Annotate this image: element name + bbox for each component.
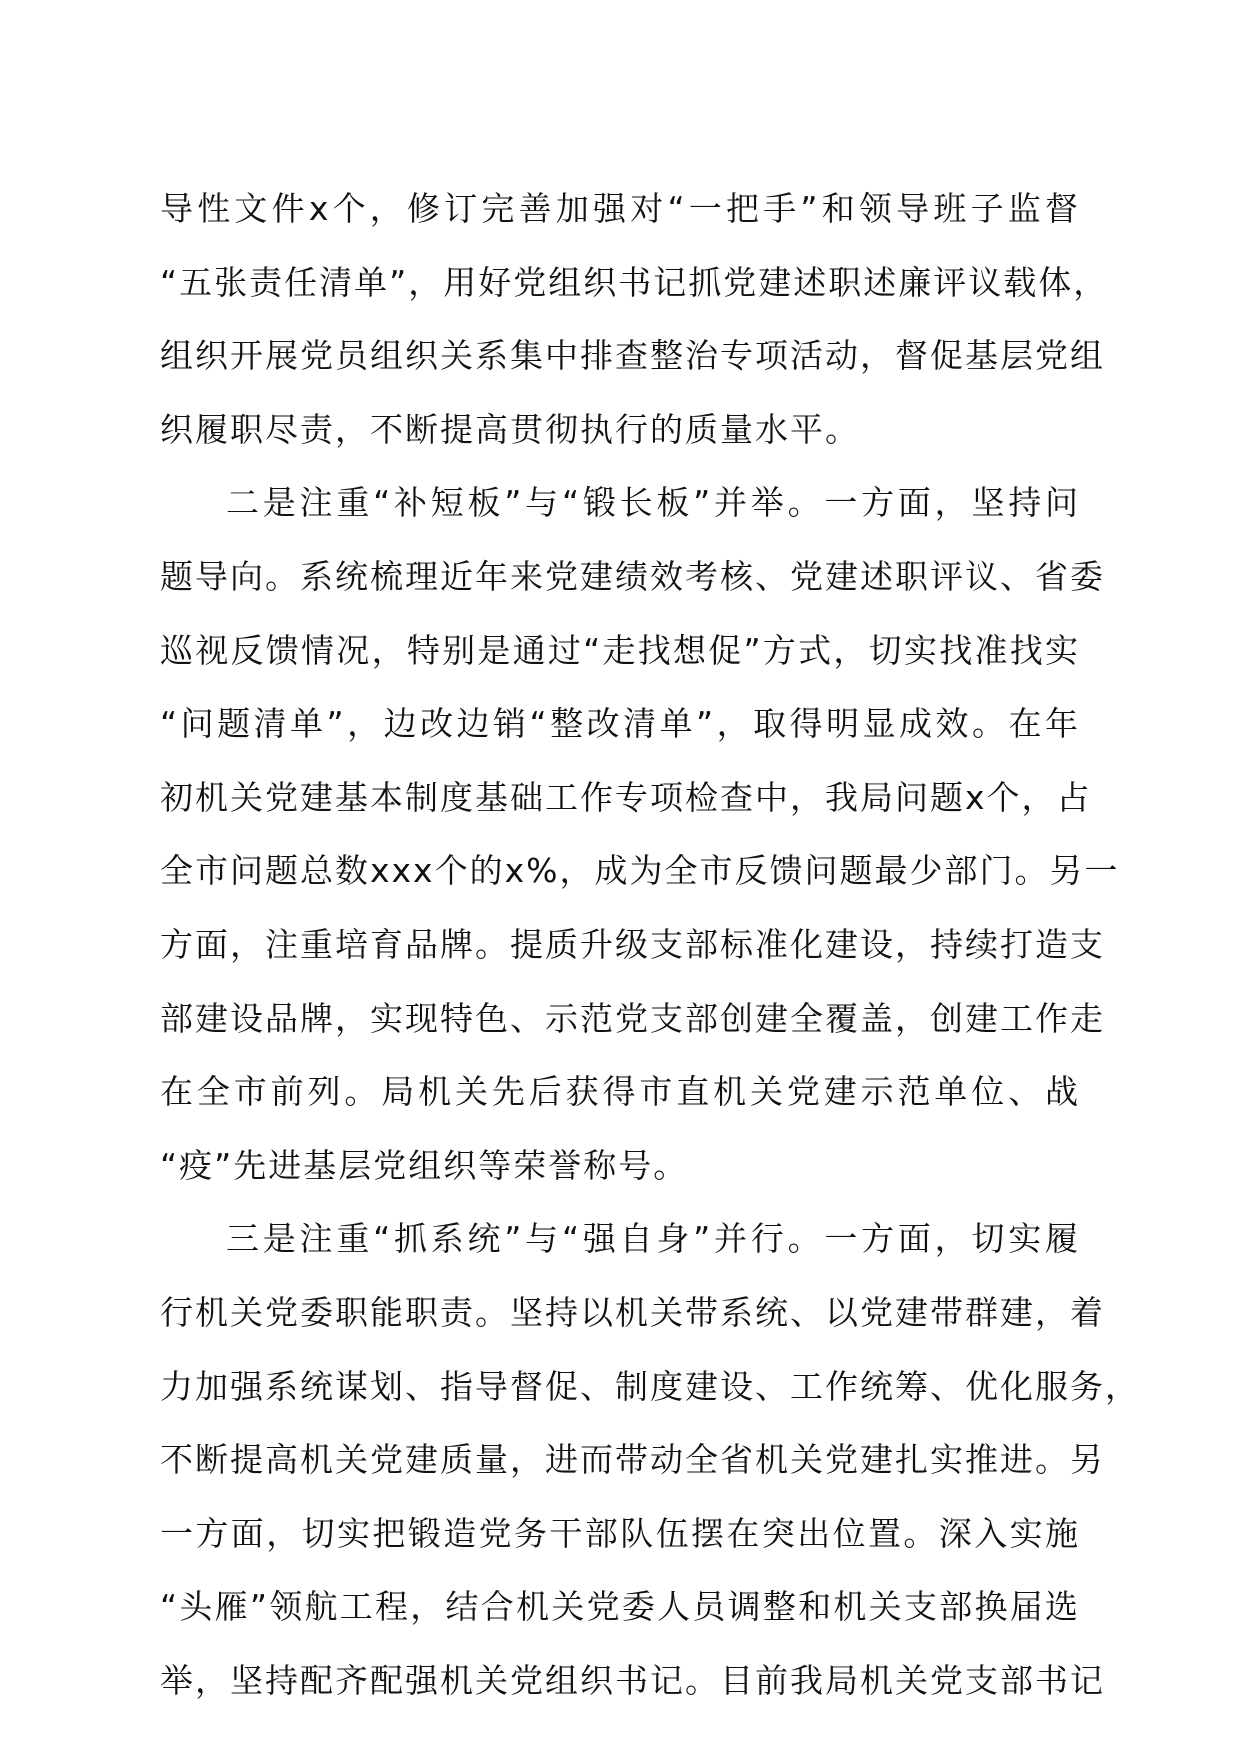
- body-text: [160, 172, 1140, 1717]
- paragraph-line: 初机关党建基本制度基础工作专项检查中，我局问题x个，占: [160, 777, 1092, 817]
- paragraph-line: 在全市前列。局机关先后获得市直机关党建示范单位、战: [160, 1072, 1080, 1112]
- paragraph-line: 全市问题总数xxx个的x%，成为全市反馈问题最少部门。另一: [160, 851, 1120, 891]
- paragraph-line: 力加强系统谋划、指导督促、制度建设、工作统筹、优化服务，: [160, 1366, 1140, 1406]
- paragraph-line: “问题清单”，边改边销“整改清单”，取得明显成效。在年: [160, 704, 1080, 744]
- paragraph-line: 方面，注重培育品牌。提质升级支部标准化建设，持续打造支: [160, 924, 1105, 964]
- paragraph-line: 导性文件x个，修订完善加强对“一把手”和领导班子监督: [160, 189, 1080, 228]
- paragraph-line: 三是注重“抓系统”与“强自身”并行。一方面，切实履: [226, 1219, 1080, 1259]
- paragraph-line: 行机关党委职能职责。坚持以机关带系统、以党建带群建，着: [160, 1292, 1105, 1332]
- paragraph-line: 巡视反馈情况，特别是通过“走找想促”方式，切实找准找实: [160, 630, 1080, 670]
- paragraph-line: 部建设品牌，实现特色、示范党支部创建全覆盖，创建工作走: [160, 998, 1105, 1038]
- paragraph-line: 举，坚持配齐配强机关党组织书记。目前我局机关党支部书记: [160, 1660, 1105, 1700]
- paragraph-line: 不断提高机关党建质量，进而带动全省机关党建扎实推进。另: [160, 1440, 1105, 1480]
- paragraph-line: “五张责任清单”，用好党组织书记抓党建述职述廉评议载体，: [160, 262, 1109, 302]
- paragraph-line: “头雁”领航工程，结合机关党委人员调整和机关支部换届选: [160, 1587, 1080, 1627]
- paragraph-line: 织履职尽责，不断提高贯彻执行的质量水平。: [160, 409, 860, 449]
- paragraph-line: 题导向。系统梳理近年来党建绩效考核、党建述职评议、省委: [160, 556, 1105, 596]
- paragraph-line: 二是注重“补短板”与“锻长板”并举。一方面，坚持问: [226, 483, 1080, 523]
- paragraph-line: 一方面，切实把锻造党务干部队伍摆在突出位置。深入实施: [160, 1513, 1080, 1553]
- paragraph-line: “疫”先进基层党组织等荣誉称号。: [160, 1145, 689, 1185]
- paragraph-line: 组织开展党员组织关系集中排查整治专项活动，督促基层党组: [160, 336, 1105, 376]
